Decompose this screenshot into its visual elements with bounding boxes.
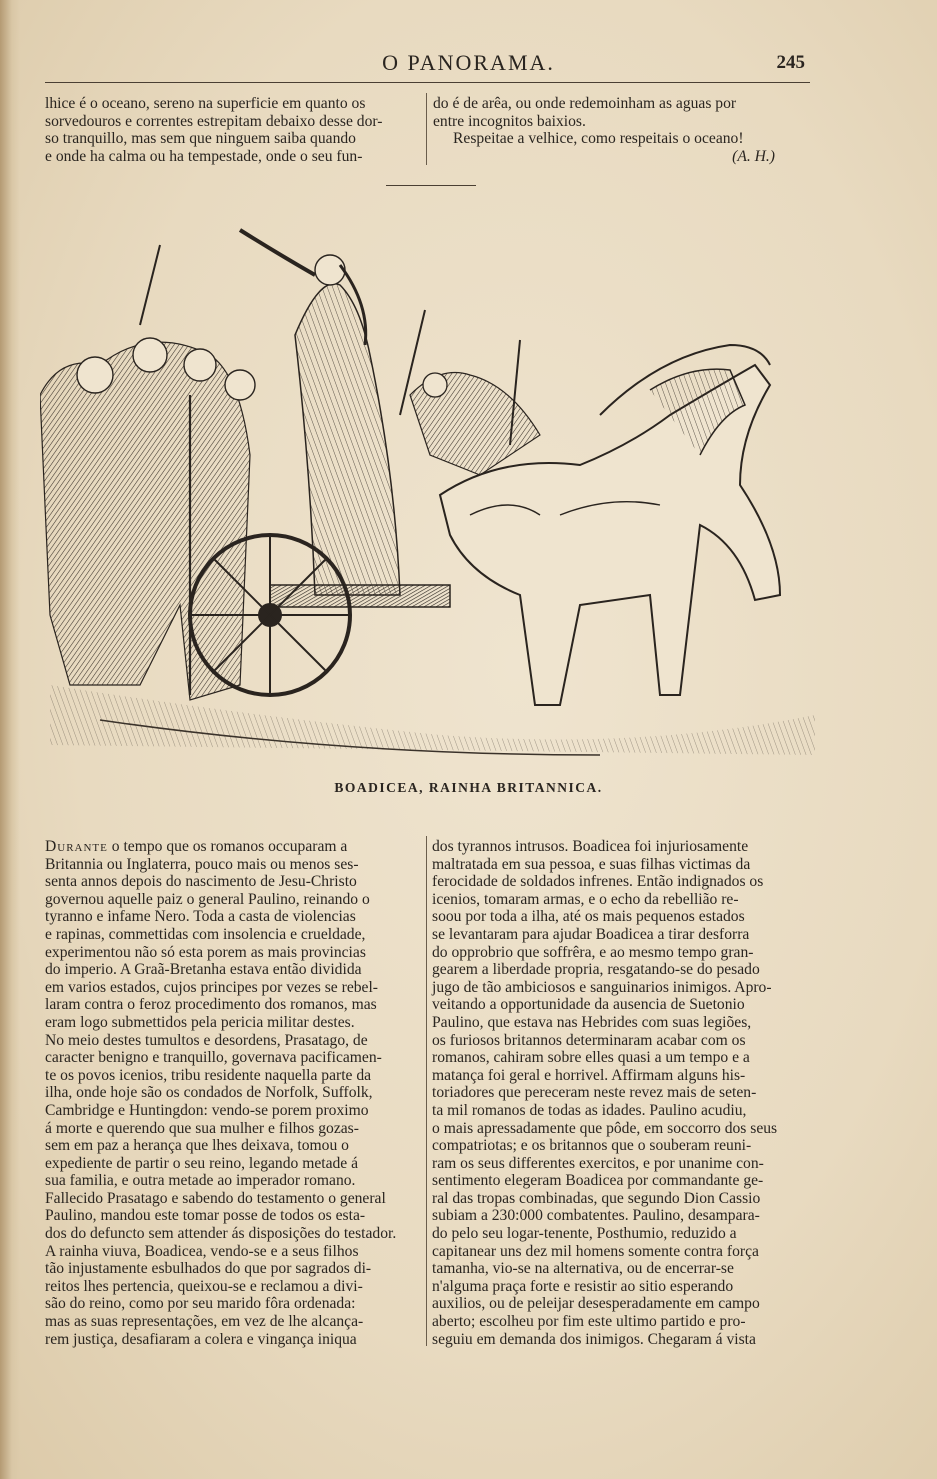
top-right-column (433, 95, 813, 165)
text-line: te os povos icenios, tribu residente naquella parte da (45, 1066, 372, 1084)
text-line: entre incognitos baixios. (433, 112, 586, 130)
warriors-center (410, 340, 540, 475)
text-line: são do reino, como por seu marido fôra ordenada: (45, 1295, 356, 1313)
text-line: sentimento elegeram Boadicea por commandante ge- (432, 1172, 764, 1190)
boadicea-engraving (40, 215, 820, 770)
page-header (0, 50, 937, 80)
column-divider-top (426, 93, 427, 165)
crowd-left (40, 245, 255, 700)
text-line: ta mil romanos de todas as idades. Paulino acudiu, (432, 1101, 747, 1119)
text-line: so tranquillo, mas sem que ninguem saiba quando (45, 130, 356, 148)
author-signature: (A. H.) (732, 147, 775, 165)
text-line: tyranno e infame Nero. Toda a casta de violencias (45, 908, 356, 926)
text-line: expediente de partir o seu reino, legando metade á (45, 1154, 359, 1172)
text-line: e onde ha calma ou ha tempestade, onde o seu fun- (45, 147, 363, 165)
text-line: eram logo submettidos pela pericia militar destes. (45, 1013, 355, 1031)
text-line: em varios estados, cujos principes por vezes se rebel- (45, 978, 378, 996)
text-line: rem justiça, desafiaram a colera e vingança iniqua (45, 1330, 357, 1348)
text-line: dos do defuncto sem attender ás disposições do testador. (45, 1225, 397, 1243)
text-line (45, 838, 420, 856)
text-line: sem em paz a herança que lhes deixava, tomou o (45, 1137, 349, 1155)
page-number: 245 (776, 52, 805, 73)
text-line: Paulino, que estava nas Hebrides com suas legiões, (432, 1013, 752, 1031)
body-right-column (432, 838, 813, 1348)
text-line: matança foi geral e horrivel. Affirmam alguns his- (432, 1066, 746, 1084)
text-line: senta annos depois do nascimento de Jesu-Christo (45, 873, 357, 891)
text-line: Fallecido Prasatago e sabendo do testamento o general (45, 1189, 386, 1207)
text-line: jugo de tão ambiciosos e sanguinarios inimigos. Apro- (432, 978, 772, 996)
text-line: reitos lhes pertencia, queixou-se e reclamou a divi- (45, 1277, 363, 1295)
text-line: compatriotas; e os britannos que o souberam reuni- (432, 1137, 752, 1155)
boadicea-figure (240, 230, 425, 595)
ground (50, 685, 815, 755)
text-line: tão injustamente esbulhados do que por sagrados di- (45, 1260, 372, 1278)
text-line: auxilios, ou de peleijar desesperadamente em campo (432, 1295, 760, 1313)
text-line: Respeitae a velhice, como respeitais o oceano! (453, 130, 744, 148)
text-line: ferocidade de soldados infrenes. Então indignados os (432, 873, 764, 891)
text-line: Cambridge e Huntingdon: vendo-se porem proximo (45, 1101, 369, 1119)
text-line: experimentou não só esta porem as mais provincias (45, 943, 366, 961)
text-line: lhice é o oceano, sereno na superficie em quanto os (45, 95, 366, 112)
text-line: ral das tropas combinadas, que segundo Dion Cassio (432, 1189, 761, 1207)
text-line: icenios, tomaram armas, e o echo da rebellião re- (432, 890, 739, 908)
text-line: toriadores que pereceram neste revez mais de seten- (432, 1084, 757, 1102)
text-line: o mais apressadamente que pôde, em soccorro dos seus (432, 1119, 778, 1137)
text-line: gearem a liberdade propria, resgatando-se do pesado (432, 961, 760, 979)
text-line: á morte e querendo que sua mulher e filhos gozas- (45, 1119, 359, 1137)
text-line: Britannia ou Inglaterra, pouco mais ou menos ses- (45, 855, 359, 873)
illustration-caption: BOADICEA, RAINHA BRITANNICA. (334, 780, 603, 795)
opening-word: Durante (45, 838, 108, 855)
text-line: e rapinas, commettidas com insolencia e crueldade, (45, 925, 366, 943)
text-line: Paulino, mandou este tomar posse de todos os esta- (45, 1207, 366, 1225)
text-line: soou por toda a ilha, até os mais pequenos estados (432, 908, 745, 926)
column-divider-body (426, 836, 427, 1346)
text-line: No meio destes tumultos e desordens, Prasatago, de (45, 1031, 368, 1049)
text-line: ilha, onde hoje são os condados de Norfolk, Suffolk, (45, 1084, 373, 1102)
text-line: mas as suas representações, em vez de lhe alcança- (45, 1313, 364, 1331)
opening-line-rest: o tempo que os romanos occuparam a (107, 838, 348, 855)
text-line: do é de arêa, ou onde redemoinham as aguas por (433, 95, 737, 112)
text-line: sorvedouros e correntes estrepitam debaixo desse dor- (45, 112, 383, 130)
text-line: aberto; escolheu por fim este ultimo partido e pro- (432, 1313, 746, 1331)
running-title: O PANORAMA. (382, 50, 555, 75)
text-line: dos tyrannos intrusos. Boadicea foi injuriosamente (432, 838, 749, 855)
text-line: maltratada em sua pessoa, e suas filhas victimas da (432, 855, 751, 873)
body-left-column (45, 838, 420, 1348)
header-rule (45, 82, 810, 83)
text-line: se levantaram para ajudar Boadicea a tirar desforra (432, 925, 750, 943)
text-line: ram os seus differentes exercitos, e por unanime con- (432, 1154, 764, 1172)
text-line: seguiu em demanda dos inimigos. Chegaram á vista (432, 1330, 756, 1348)
text-line: veitando a opportunidade da ausencia de Suetonio (432, 996, 745, 1014)
text-line: A rainha viuva, Boadicea, vendo-se e a seus filhos (45, 1242, 359, 1260)
text-line: capitanear uns dez mil homens somente contra força (432, 1242, 759, 1260)
top-left-column (45, 95, 420, 165)
text-line: romanos, cahiram sobre elles quasi a um tempo e a (432, 1049, 750, 1067)
text-line: n'alguma praça forte e resistir ao sitio esperando (432, 1277, 734, 1295)
section-rule (386, 185, 476, 186)
text-line: tamanha, vio-se na alternativa, ou de encerrar-se (432, 1260, 734, 1278)
text-line: governou aquelle paiz o general Paulino, reinando o (45, 890, 370, 908)
text-line: os furiosos britannos determinaram acabar com os (432, 1031, 746, 1049)
text-line: do opprobrio que soffrêra, e ao mesmo tempo gran- (432, 943, 754, 961)
text-line: sua familia, e outra metade ao imperador romano. (45, 1172, 356, 1190)
book-spine-shadow (0, 0, 20, 1479)
text-line: caracter benigno e tranquillo, governava pacificamen- (45, 1049, 382, 1067)
text-line: do pelo seu logar-tenente, Posthumio, reduzido a (432, 1225, 737, 1243)
text-line: do imperio. A Graã-Bretanha estava então dividida (45, 961, 362, 979)
text-line: laram contra o feroz procedimento dos romanos, mas (45, 996, 377, 1014)
text-line: subiam a 230:000 combatentes. Paulino, desampara- (432, 1207, 760, 1225)
